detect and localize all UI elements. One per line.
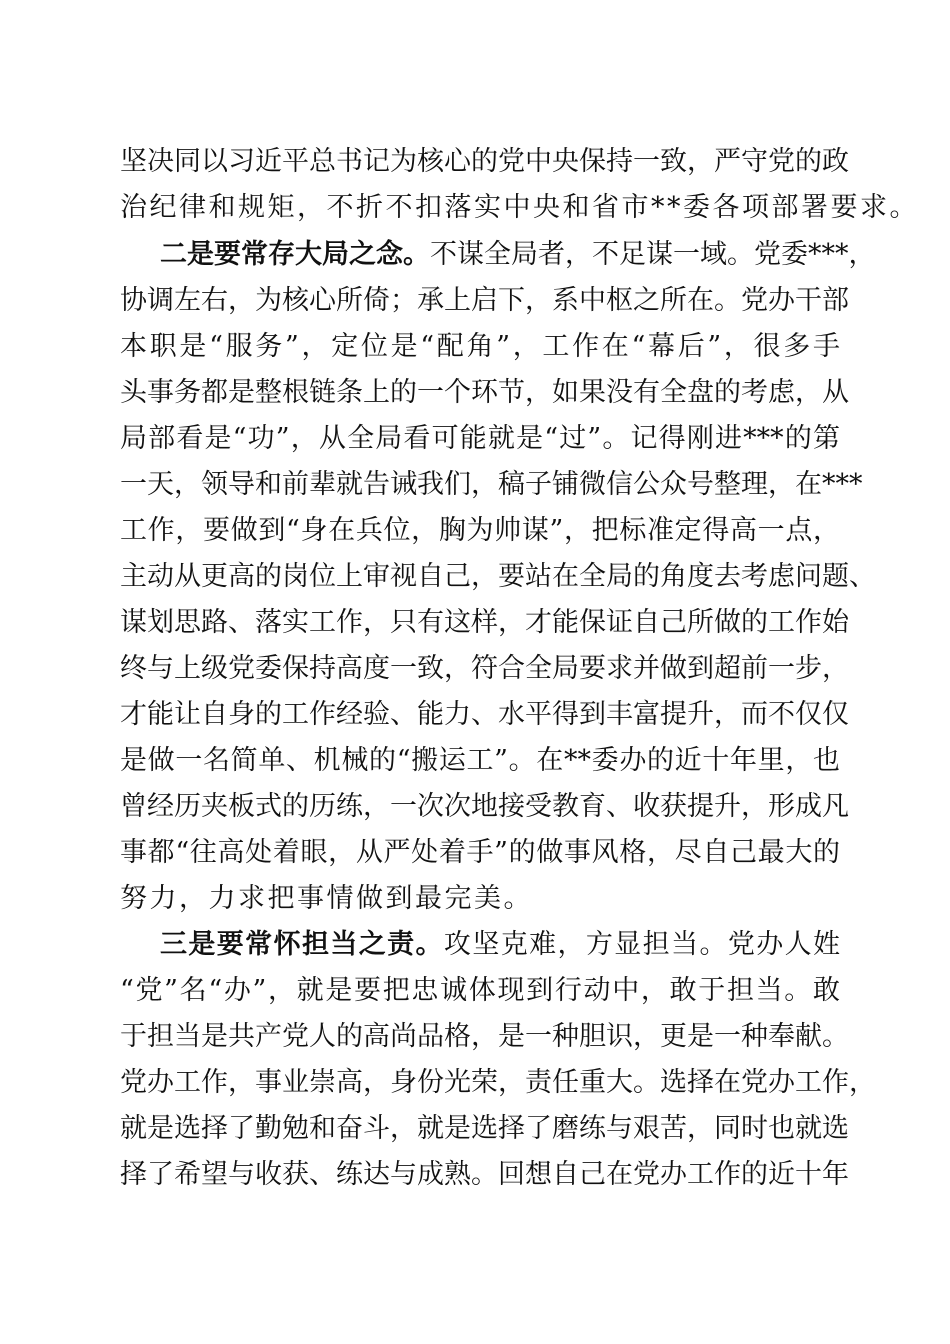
paragraph-2-line-3: 本职是“服务”，定位是“配角”，工作在“幕后”，很多手 [120, 331, 840, 362]
paragraph-2-line-2: 协调左右，为核心所倚；承上启下，系中枢之所在。党办干部 [120, 285, 849, 316]
paragraph-3-line-6: 择了希望与收获、练达与成熟。回想自己在党办工作的近十年 [120, 1159, 849, 1190]
paragraph-1-line-2: 治纪律和规矩，不折不扣落实中央和省市**委各项部署要求。 [120, 192, 919, 223]
paragraph-2-lead: 二是要常存大局之念。 [160, 239, 430, 270]
paragraph-2-line-7: 工作，要做到“身在兵位，胸为帅谋”，把标准定得高一点， [120, 515, 840, 546]
paragraph-1-line-1: 坚决同以习近平总书记为核心的党中央保持一致，严守党的政 [120, 146, 849, 177]
paragraph-2-line-1 [160, 235, 876, 275]
paragraph-2-line-14: 事都“往高处着眼，从严处着手”的做事风格，尽自己最大的 [120, 837, 840, 868]
paragraph-3-line-2: “党”名“办”，就是要把忠诚体现到行动中，敢于担当。敢 [120, 975, 840, 1006]
paragraph-2-line-12: 是做一名简单、机械的“搬运工”。在**委办的近十年里，也 [120, 745, 840, 776]
paragraph-3-line-1-text: 攻坚克难，方显担当。党办人姓 [443, 929, 841, 960]
paragraph-2-line-5: 局部看是“功”，从全局看可能就是“过”。记得刚进***的第 [120, 423, 840, 454]
paragraph-2-line-9: 谋划思路、落实工作，只有这样，才能保证自己所做的工作始 [120, 607, 849, 638]
paragraph-2-line-13: 曾经历夹板式的历练，一次次地接受教育、收获提升，形成凡 [120, 791, 849, 822]
paragraph-2-line-6: 一天，领导和前辈就告诫我们，稿子铺微信公众号整理，在*** [120, 469, 863, 500]
paragraph-2-line-1-text: 不谋全局者，不足谋一域。党委***， [430, 239, 876, 270]
paragraph-2-line-8: 主动从更高的岗位上审视自己，要站在全局的角度去考虑问题、 [120, 561, 876, 592]
paragraph-3-line-5: 就是选择了勤勉和奋斗，就是选择了磨练与艰苦，同时也就选 [120, 1113, 849, 1144]
paragraph-2-line-15: 努力，力求把事情做到最完美。 [120, 883, 533, 914]
paragraph-3-line-1 [160, 925, 840, 965]
paragraph-3-line-4: 党办工作，事业崇高，身份光荣，责任重大。选择在党办工作， [120, 1067, 876, 1098]
paragraph-2-line-10: 终与上级党委保持高度一致，符合全局要求并做到超前一步， [120, 653, 849, 684]
paragraph-2-line-4: 头事务都是整根链条上的一个环节，如果没有全盘的考虑，从 [120, 377, 849, 408]
paragraph-2-line-11: 才能让自身的工作经验、能力、水平得到丰富提升，而不仅仅 [120, 699, 849, 730]
paragraph-3-lead: 三是要常怀担当之责。 [160, 929, 444, 960]
paragraph-3-line-3: 于担当是共产党人的高尚品格，是一种胆识，更是一种奉献。 [120, 1021, 849, 1052]
